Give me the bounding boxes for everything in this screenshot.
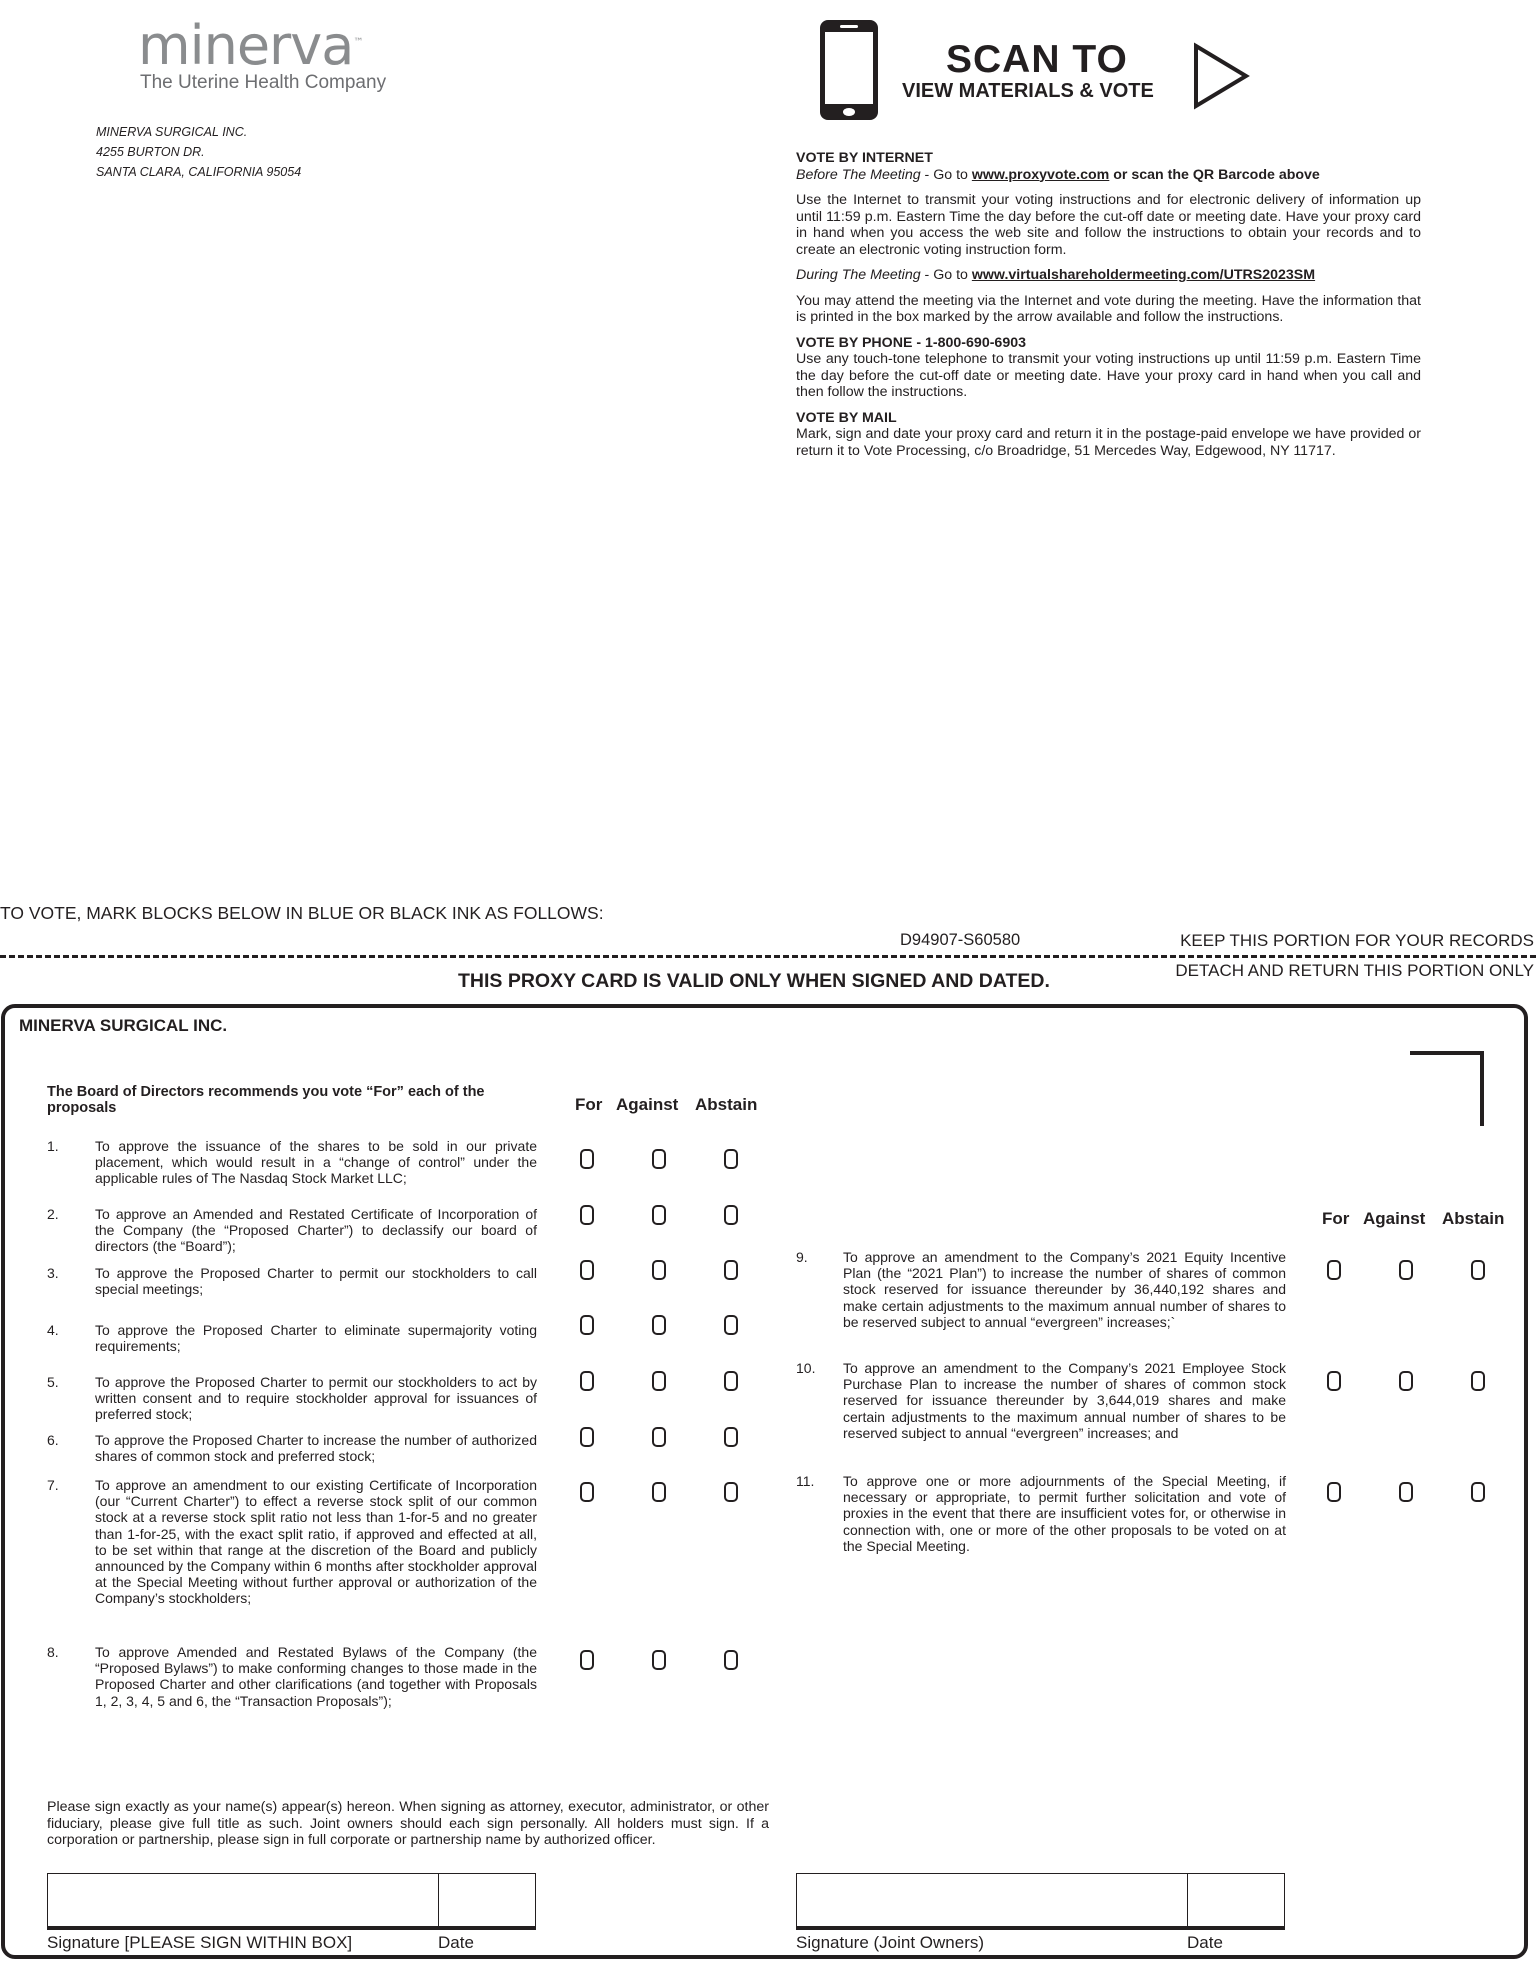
signature-label: Signature [PLEASE SIGN WITHIN BOX]	[47, 1933, 353, 1952]
board-recommendation: The Board of Directors recommends you vote “For” each of the proposals	[47, 1084, 485, 1116]
p3-abstain-checkbox[interactable]	[724, 1260, 738, 1280]
joint-signature-label: Signature (Joint Owners)	[796, 1933, 985, 1952]
vote-mail-body: Mark, sign and date your proxy card and return it in the postage-paid envelope we have provided or return it to Vote Processing, c/o Broadridge, 51 Mercedes Way, Edgewood, NY 11717.	[796, 426, 1421, 459]
joint-signature-box[interactable]	[796, 1873, 1285, 1930]
p5-against-checkbox[interactable]	[652, 1371, 666, 1391]
proposal-9-text: To approve an amendment to the Company’s 2021 Equity Incentive Plan (the “2021 Plan”) to increase the number of shares of common stock reserved for issuance thereunder by 36,440,192 shares and make certain adjustments to the maximum annual number of shares to be reserved subject to annual “evergreen” increases;`	[843, 1249, 1286, 1330]
left-header-against: Against	[616, 1095, 679, 1114]
signature-box[interactable]	[47, 1873, 536, 1930]
card-company-name: MINERVA SURGICAL INC.	[19, 1016, 228, 1035]
p8-for-checkbox[interactable]	[580, 1650, 594, 1670]
vote-internet-section	[796, 150, 1421, 459]
p11-against-checkbox[interactable]	[1399, 1482, 1413, 1502]
proposal-7-number: 7.	[47, 1477, 59, 1493]
p4-abstain-checkbox[interactable]	[724, 1315, 738, 1335]
keep-portion-text: KEEP THIS PORTION FOR YOUR RECORDS	[1180, 931, 1534, 950]
proposal-1-number: 1.	[47, 1138, 59, 1154]
scan-subheading: VIEW MATERIALS & VOTE	[902, 80, 1154, 102]
proposal-11-text: To approve one or more adjournments of the Special Meeting, if necessary or appropriate, to permit further solicitation and vote of proxies in the event that there are insufficient votes for, or otherwise in connection with, one or more of the other proposals to be voted on at the Special Meeting.	[843, 1473, 1286, 1554]
p8-abstain-checkbox[interactable]	[724, 1650, 738, 1670]
p6-abstain-checkbox[interactable]	[724, 1427, 738, 1447]
p7-for-checkbox[interactable]	[580, 1482, 594, 1502]
date-label: Date	[438, 1933, 474, 1952]
right-header-against: Against	[1363, 1209, 1426, 1228]
before-goto: - Go to	[920, 166, 972, 183]
proposal-4-text: To approve the Proposed Charter to eliminate supermajority voting requirements;	[95, 1322, 537, 1355]
p4-for-checkbox[interactable]	[580, 1315, 594, 1335]
p6-against-checkbox[interactable]	[652, 1427, 666, 1447]
proposal-11-number: 11.	[796, 1473, 815, 1489]
p3-against-checkbox[interactable]	[652, 1260, 666, 1280]
proposal-3-number: 3.	[47, 1265, 59, 1281]
proposal-3-text: To approve the Proposed Charter to permit our stockholders to call special meetings;	[95, 1265, 537, 1298]
address-line-2: 4255 BURTON DR.	[96, 145, 205, 159]
before-meeting-label: Before The Meeting	[796, 166, 921, 183]
vote-phone-body: Use any touch-tone telephone to transmit your voting instructions up until 11:59 p.m. Eastern Time the day before the cut-off date or meeting date. Have your proxy card in hand when you call and then follow the instructions.	[796, 351, 1421, 400]
vote-internet-heading: VOTE BY INTERNET	[796, 150, 933, 166]
p8-against-checkbox[interactable]	[652, 1650, 666, 1670]
proposal-2-text: To approve an Amended and Restated Certificate of Incorporation of the Company (the “Proposed Charter”) to declassify our board of directors (the “Board”);	[95, 1206, 537, 1255]
p9-for-checkbox[interactable]	[1327, 1260, 1341, 1280]
joint-date-label: Date	[1187, 1933, 1223, 1952]
proposal-6-number: 6.	[47, 1432, 59, 1448]
valid-notice: THIS PROXY CARD IS VALID ONLY WHEN SIGNED AND DATED.	[458, 970, 1050, 992]
p9-against-checkbox[interactable]	[1399, 1260, 1413, 1280]
vote-phone-heading: VOTE BY PHONE - 1-800-690-6903	[796, 334, 1026, 351]
proposal-10-number: 10.	[796, 1360, 816, 1376]
during-meeting-label: During The Meeting	[796, 267, 921, 283]
before-tail: or scan the QR Barcode above	[1109, 166, 1320, 183]
signature-date-divider	[438, 1873, 439, 1928]
control-code: D94907-S60580	[900, 931, 1021, 949]
proposal-6-text: To approve the Proposed Charter to increase the number of authorized shares of common stock and preferred stock;	[95, 1432, 537, 1465]
left-header-abstain: Abstain	[695, 1095, 758, 1114]
p2-against-checkbox[interactable]	[652, 1205, 666, 1225]
detach-portion-text: DETACH AND RETURN THIS PORTION ONLY	[1175, 961, 1534, 980]
right-header-abstain: Abstain	[1442, 1209, 1505, 1228]
address-line-1: MINERVA SURGICAL INC.	[96, 125, 248, 139]
p7-against-checkbox[interactable]	[652, 1482, 666, 1502]
p10-abstain-checkbox[interactable]	[1471, 1371, 1485, 1391]
proposal-8-number: 8.	[47, 1644, 59, 1660]
corner-marker	[1410, 1051, 1484, 1126]
detach-line	[0, 955, 1536, 958]
p11-abstain-checkbox[interactable]	[1471, 1482, 1485, 1502]
p10-for-checkbox[interactable]	[1327, 1371, 1341, 1391]
address-line-3: SANTA CLARA, CALIFORNIA 95054	[96, 165, 302, 179]
p2-abstain-checkbox[interactable]	[724, 1205, 738, 1225]
proposal-7-text: To approve an amendment to our existing Certificate of Incorporation (our “Current Charter”) to effect a reverse stock split of our common stock at a reverse stock split ratio not less than 1-for-5 and no greater than 1-for-25, with the exact split ratio, if approved and effected at all, to be set within that range at the discretion of the Board and publicly announced by the Company within 6 months after stockholder approval at the Special Meeting without further approval or authorization of the Company’s stockholders;	[95, 1477, 537, 1607]
p1-abstain-checkbox[interactable]	[724, 1149, 738, 1169]
proxyvote-link[interactable]: www.proxyvote.com	[971, 166, 1110, 183]
before-meeting-body: Use the Internet to transmit your voting instructions and for electronic delivery of information up until 11:59 p.m. Eastern Time the day before the cut-off date or meeting date. Have your proxy card in hand when you access the web site and follow the instructions to obtain your records and to create an electronic voting instruction form.	[796, 192, 1421, 258]
p10-against-checkbox[interactable]	[1399, 1371, 1413, 1391]
p2-for-checkbox[interactable]	[580, 1205, 594, 1225]
signing-instructions: Please sign exactly as your name(s) appear(s) hereon. When signing as attorney, executor, administrator, or other fiduciary, please give full title as such. Joint owners should each sign personally. All holders must sign. If a corporation or partnership, please sign in full corporate or partnership name by authorized officer.	[47, 1799, 769, 1848]
p6-for-checkbox[interactable]	[580, 1427, 594, 1447]
logo-tagline: The Uterine Health Company	[140, 72, 387, 93]
joint-date-divider	[1187, 1873, 1188, 1928]
play-arrow-icon	[1192, 42, 1252, 110]
scan-heading: SCAN TO	[946, 38, 1128, 81]
virtual-meeting-link[interactable]: www.virtualshareholdermeeting.com/UTRS2023SM	[971, 267, 1316, 283]
vote-mail-heading: VOTE BY MAIL	[796, 409, 897, 426]
during-goto: - Go to	[920, 267, 972, 283]
p5-abstain-checkbox[interactable]	[724, 1371, 738, 1391]
right-header-for: For	[1322, 1209, 1350, 1228]
mobile-phone-icon	[820, 20, 878, 120]
proposal-5-number: 5.	[47, 1374, 59, 1390]
company-logo: minerva™	[138, 14, 363, 77]
p1-against-checkbox[interactable]	[652, 1149, 666, 1169]
p4-against-checkbox[interactable]	[652, 1315, 666, 1335]
p3-for-checkbox[interactable]	[580, 1260, 594, 1280]
left-header-for: For	[575, 1095, 603, 1114]
proposal-5-text: To approve the Proposed Charter to permit our stockholders to act by written consent and to require stockholder approval for issuances of preferred stock;	[95, 1374, 537, 1423]
proposal-1-text: To approve the issuance of the shares to be sold in our private placement, which would result in a “change of control” under the applicable rules of The Nasdaq Stock Market LLC;	[95, 1138, 537, 1187]
proposal-2-number: 2.	[47, 1206, 59, 1222]
p7-abstain-checkbox[interactable]	[724, 1482, 738, 1502]
p11-for-checkbox[interactable]	[1327, 1482, 1341, 1502]
during-meeting-body: You may attend the meeting via the Internet and vote during the meeting. Have the information that is printed in the box marked by the arrow available and follow the instructions.	[796, 292, 1421, 325]
proposal-8-text: To approve Amended and Restated Bylaws of the Company (the “Proposed Bylaws”) to make conforming changes to those made in the Proposed Charter and other clarifications (and together with Proposals 1, 2, 3, 4, 5 and 6, the “Transaction Proposals”);	[95, 1644, 537, 1709]
p1-for-checkbox[interactable]	[580, 1149, 594, 1169]
proposal-10-text: To approve an amendment to the Company’s 2021 Employee Stock Purchase Plan to increase the number of shares of common stock reserved for issuance thereunder by 3,644,019 shares and make certain adjustments to the maximum annual number of shares to be reserved subject to annual “evergreen” increases; and	[843, 1360, 1286, 1441]
proposal-4-number: 4.	[47, 1322, 59, 1338]
mark-instructions: TO VOTE, MARK BLOCKS BELOW IN BLUE OR BLACK INK AS FOLLOWS:	[0, 903, 604, 923]
p9-abstain-checkbox[interactable]	[1471, 1260, 1485, 1280]
proposal-9-number: 9.	[796, 1249, 808, 1265]
p5-for-checkbox[interactable]	[580, 1371, 594, 1391]
